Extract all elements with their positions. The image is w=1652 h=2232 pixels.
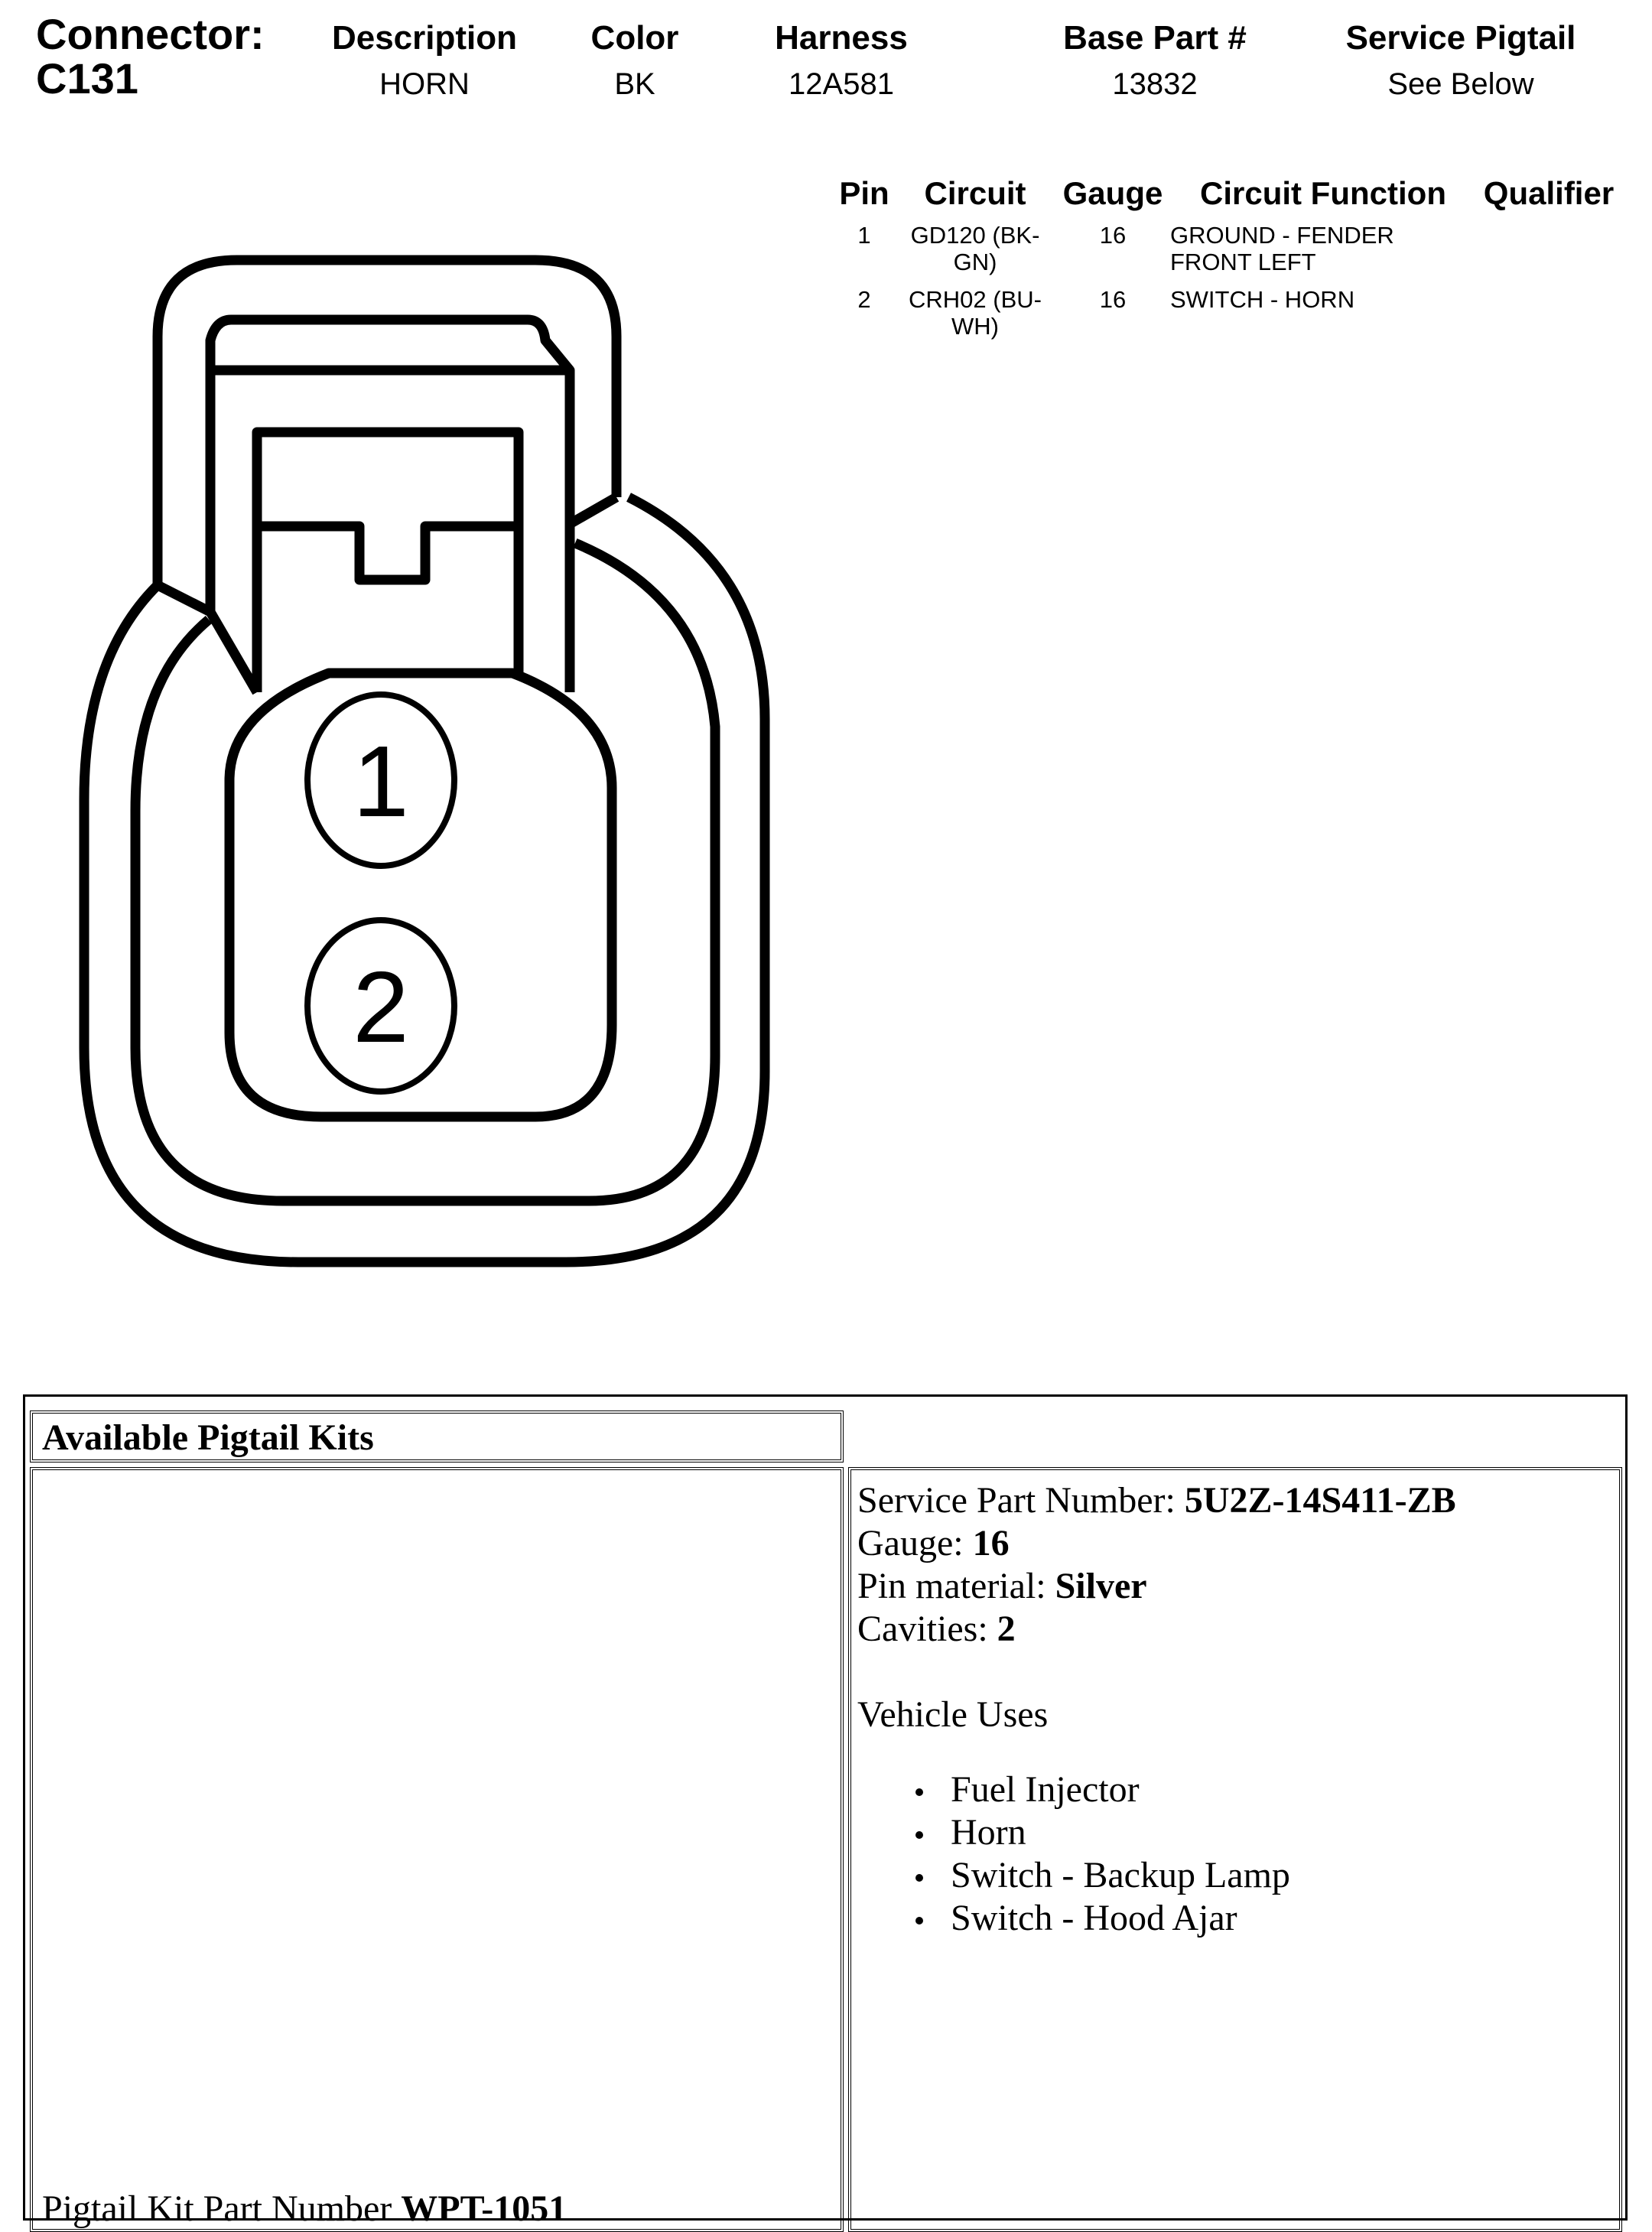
pin-header-pin: Pin <box>839 175 889 211</box>
header-service-pigtail-value: See Below <box>1387 67 1534 101</box>
pin-header-gauge: Gauge <box>1062 175 1163 211</box>
vehicle-use-item: Switch - Hood Ajar <box>951 1897 1456 1940</box>
pigtail-kits-title: Available Pigtail Kits <box>42 1417 374 1458</box>
gauge-value: 16 <box>972 1523 1010 1563</box>
connector-latch-notch <box>257 526 519 580</box>
connector-id: C131 <box>36 54 138 102</box>
cavity-1-label: 1 <box>353 725 409 838</box>
connector-hood-joint <box>570 497 616 524</box>
vehicle-uses-list <box>857 1768 1456 1940</box>
header-base-part-value: 13832 <box>1112 67 1198 101</box>
gauge-line <box>857 1522 1456 1565</box>
pin-header-qualifier: Qualifier <box>1483 175 1615 211</box>
pin-row-1-function-line2: FRONT LEFT <box>1170 249 1316 275</box>
cavity-2-label: 2 <box>353 951 409 1063</box>
gauge-label: Gauge: <box>857 1523 973 1563</box>
connector-body-outline <box>84 497 765 1262</box>
pin-row-1-function-line1: GROUND - FENDER <box>1170 222 1394 249</box>
pin-row-2-function-line1: SWITCH - HORN <box>1170 286 1355 313</box>
pigtail-kit-part-value: WPT-1051 <box>401 2188 567 2229</box>
vehicle-uses-heading: Vehicle Uses <box>857 1694 1049 1735</box>
pin-row-2-circuit-line1: CRH02 (BU- <box>909 286 1042 313</box>
pin-row-2-function <box>1170 286 1461 313</box>
pin-row-1-circuit-line2: GN) <box>953 249 997 275</box>
pin-row-1-circuit <box>887 222 1063 275</box>
connector-label: Connector: <box>36 10 265 58</box>
header-color-title: Color <box>590 19 679 57</box>
pigtail-specs <box>857 1479 1456 1940</box>
pigtail-details-cell <box>848 1467 1622 2232</box>
pin-row-1-gauge: 16 <box>1099 222 1127 249</box>
pin-row-2-circuit-line2: WH) <box>951 313 999 340</box>
header-description-title: Description <box>331 19 518 57</box>
pigtail-kit-part-label: Pigtail Kit Part Number <box>42 2188 402 2229</box>
cavities-label: Cavities: <box>857 1609 997 1649</box>
header-service-pigtail-title: Service Pigtail <box>1345 19 1576 57</box>
pigtail-kit-image-cell <box>30 1467 844 2232</box>
cavities-value: 2 <box>997 1609 1016 1649</box>
vehicle-use-item: Fuel Injector <box>951 1768 1456 1811</box>
connector-hood-joint-left <box>158 585 210 612</box>
pin-row-1-function <box>1170 222 1461 275</box>
header-harness-value: 12A581 <box>789 67 894 101</box>
service-part-value: 5U2Z-14S411-ZB <box>1184 1480 1456 1521</box>
pigtail-kits-panel <box>23 1394 1628 2229</box>
pigtail-kits-title-box <box>30 1410 844 1463</box>
cavities-line <box>857 1608 1456 1651</box>
vehicle-use-item: Switch - Backup Lamp <box>951 1854 1456 1897</box>
header-description-value: HORN <box>379 67 470 101</box>
header-harness-title: Harness <box>775 19 908 57</box>
connector-latch-tab <box>257 432 519 692</box>
vehicle-use-item: Horn <box>951 1811 1456 1854</box>
service-part-label: Service Part Number: <box>857 1480 1185 1521</box>
pin-row-2-circuit <box>887 286 1063 340</box>
pin-material-label: Pin material: <box>857 1566 1055 1606</box>
pin-material-value: Silver <box>1055 1566 1147 1606</box>
pin-row-1-circuit-line1: GD120 (BK- <box>910 222 1040 249</box>
pin-row-2-gauge: 16 <box>1099 286 1127 313</box>
connector-cavity-carrier <box>229 673 612 1117</box>
header-color-value: BK <box>614 67 655 101</box>
service-part-number-line <box>857 1479 1456 1522</box>
pigtail-kit-part-number <box>42 2188 567 2230</box>
pin-header-circuit: Circuit <box>924 175 1026 211</box>
pin-material-line <box>857 1565 1456 1608</box>
pin-row-2-pin: 2 <box>857 286 871 313</box>
connector-face-drawing <box>0 0 795 1300</box>
pin-row-1-pin: 1 <box>857 222 871 249</box>
header-base-part-title: Base Part # <box>1063 19 1247 57</box>
pin-header-circuit-function: Circuit Function <box>1200 175 1446 211</box>
connector-hood-outline <box>158 260 616 585</box>
